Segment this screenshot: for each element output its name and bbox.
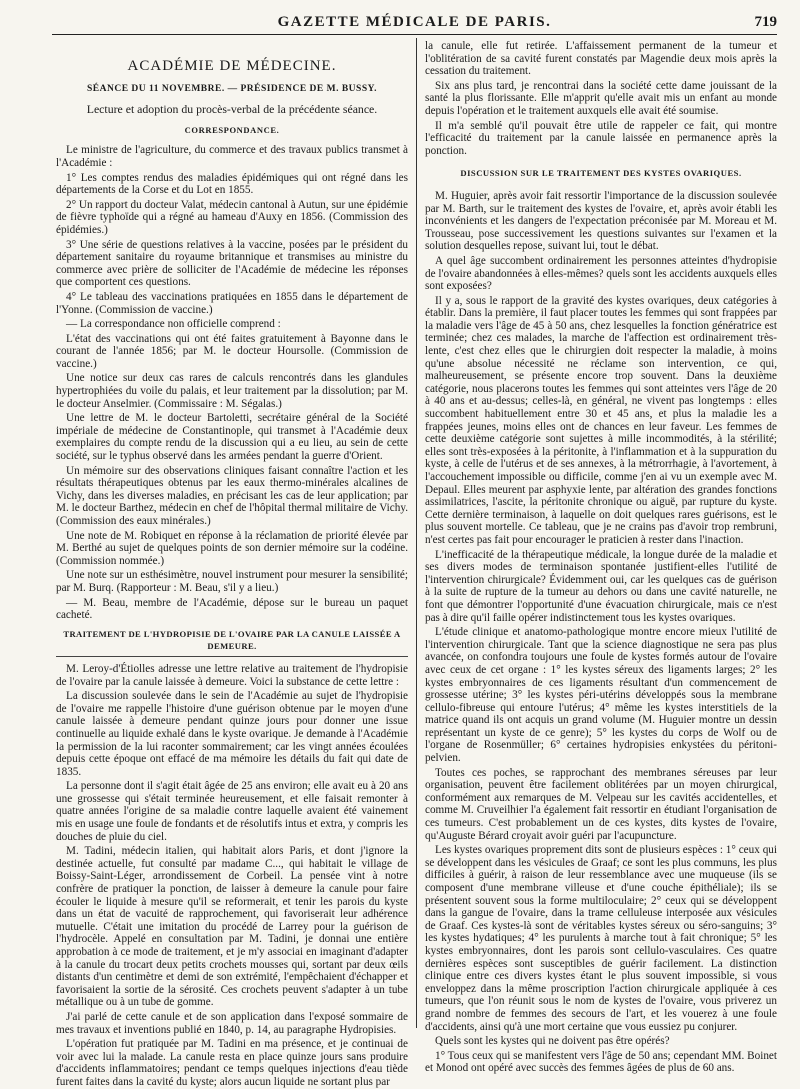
paragraph: 4° Le tableau des vaccinations pratiquées en 1855 dans le département de l'Yonne. (Commission de vaccine.) bbox=[56, 290, 408, 316]
paragraph: J'ai parlé de cette canule et de son application dans l'exposé sommaire de mes travaux et inventions publié en 1840, p. 14, au paragraphe Hydropisies. bbox=[56, 1010, 408, 1036]
paragraph: Le ministre de l'agriculture, du commerce et des travaux publics transmet à l'Académie : bbox=[56, 144, 408, 169]
section-title: ACADÉMIE DE MÉDECINE. bbox=[127, 58, 337, 74]
paragraph: La discussion soulevée dans le sein de l'Académie au sujet de l'hydropisie de l'ovaire me rappelle l'histoire d'une guérison obtenue par le moyen d'une canule laissée à demeure pendant quinze jours pour donner une issue continuelle au liquide exhalé dans le kyste ovarique. Je demande à l'Académie la permission de la lui raconter sommairement; car les vingt années écoulées depuis cette époque ont effacé de ma mémoire les détails du fait qui date de 1835. bbox=[56, 690, 408, 778]
paragraph: — La correspondance non officielle comprend : bbox=[66, 318, 281, 331]
paragraph: Un mémoire sur des observations cliniques faisant connaître l'action et les résultats thérapeutiques obtenus par les eaux thermo-minérales alcalines de Vichy, dans les diverses maladies, en précisant les cas de leur application; par M. le docteur Barthez, médecin en chef de l'hôpital thermal militaire de Vichy. (Commission des eaux minérales.) bbox=[56, 464, 408, 527]
paragraph: M. Leroy-d'Étiolles adresse une lettre relative au traitement de l'hydropisie de l'ovaire par la canule laissée à demeure. Voici la substance de cette lettre : bbox=[56, 662, 408, 688]
paragraph: Toutes ces poches, se rapprochant des membranes séreuses par leur organisation, peuvent être facilement oblitérées par un moyen chirurgical, conformément aux remarques de M. Velpeau sur les cavités accidentelles, et comme M. Cruveilhier l'a également fait ressortir en étudiant l'organisation de ces tumeurs. C'est probablement un de ces kystes, dits kystes de l'ovaire, qu'Auguste Bérard croyait avoir guéri par l'acupuncture. bbox=[425, 766, 777, 842]
paragraph: Six ans plus tard, je rencontrai dans la société cette dame jouissant de la santé la plus florissante. Elle m'apprit qu'elle avait mis un enfant au monde depuis l'opération et le traitement auxquels elle avait été soumise. bbox=[425, 79, 777, 117]
paragraph: Une note sur un esthésimètre, nouvel instrument pour mesurer la sensibilité; par M. Burq. (Rapporteur : M. Beau, s'il y a lieu.) bbox=[56, 569, 408, 594]
page-number: 719 bbox=[754, 14, 777, 30]
correspondance-heading: CORRESPONDANCE. bbox=[184, 124, 280, 135]
paragraph: Une lettre de M. le docteur Bartoletti, secrétaire général de la Société impériale de médecine de Constantinople, qui transmet à l'Académie deux exemplaires du compte rendu de la discussion qui a eu lieu, au sein de cette société, sur le typhus observé dans les armées pendant la guerre d'Orient. bbox=[56, 412, 408, 463]
paragraph: Il y a, sous le rapport de la gravité des kystes ovariques, deux catégories à établir. Dans la première, il faut placer toutes les femmes qui sont frappées par la maladie vers l'âge de 45 à 50 ans, chez lesquelles la fonction génératrice est terminée; chez ces malades, la marche de l'affection est ordinairement très-lente, c'est chez elles que le chirurgien doit respecter la maladie, à moins qu'une absolue nécessité ne réclame son intervention, ce qui, malheureusement, se présente encore trop souvent. Dans la deuxième catégorie, nous placerons toutes les femmes qui sont atteintes vers l'âge de 20 à 40 ans et au-dessus; celles-là, en général, ne vivent pas longtemps : elles succombent habituellement entre 30 et 45 ans, et plus la maladie les a frappées jeunes, moins elles ont de chances en leur faveur. Les femmes de cette deuxième catégorie sont sujettes à mille incommodités, à la stérilité; elles sont très-exposées à la péritonite, à l'inflammation et à la suppuration du kyste, à celle de l'utérus et de ses annexes, à la métrorrhagie, à l'avortement, à l'accouchement impossible ou difficile, comme j'en ai vu un exemple avec M. Depaul. Elles meurent par asphyxie lente, par altération des grandes fonctions assimilatrices, l'ascite, la péritonite chronique ou aiguë, par rupture du kyste. Cette dernière terminaison, à laquelle on doit quelques rares guérisons, est le plus souvent mortelle. Ce tableau, que je ne crains pas d'avoir trop rembruni, n'est certes pas fait pour encourager le praticien à rester dans l'inaction. bbox=[425, 294, 777, 546]
paragraph: La personne dont il s'agit était âgée de 25 ans environ; elle avait eu à 20 ans une grossesse qui s'était terminée heureusement, et elle faisait remonter à quatre années l'origine de sa maladie contre laquelle avaient été vainement mis en usage une foule de fondants et de résolutifs intus et extra, y compris les douches de pluie du ciel. bbox=[56, 780, 408, 843]
paragraph: M. Huguier, après avoir fait ressortir l'importance de la discussion soulevée par M. Barth, sur le traitement des kystes de l'ovaire, et, après avoir établi les inconvénients et les dangers de l'expectation préconisée par M. Moreau et M. Trousseau, pose successivement les questions suivantes sur l'examen et la solution desquelles repose, suivant lui, tout le débat. bbox=[425, 189, 777, 253]
hydropisie-section-heading: TRAITEMENT DE L'HYDROPISIE DE L'OVAIRE PAR LA CANULE LAISSÉE A DEMEURE. bbox=[56, 628, 408, 657]
seance-heading: SÉANCE DU 11 NOVEMBRE. — PRÉSIDENCE DE M. BUSSY. bbox=[87, 83, 377, 94]
discussion-heading: DISCUSSION SUR LE TRAITEMENT DES KYSTES OVARIQUES. bbox=[460, 168, 742, 179]
paragraph: Il m'a semblé qu'il pouvait être utile de rappeler ce fait, qui montre l'efficacité du traitement par la canule laissée en permanence après la ponction. bbox=[425, 119, 777, 157]
paragraph: L'opération fut pratiquée par M. Tadini en ma présence, et je continuai de voir avec lui la malade. La canule resta en place quinze jours sans produire d'accidents inflammatoires; pendant ce temps quelques injections d'eau tiède furent faites dans la cavité du kyste; alors aucun liquide ne sortant plus par bbox=[56, 1038, 408, 1088]
paragraph: 2° Un rapport du docteur Valat, médecin cantonal à Autun, sur une épidémie de fièvre typhoïde qui a régné au hameau d'Auxy en 1856. (Commission des épidémies.) bbox=[56, 198, 408, 236]
column-divider bbox=[416, 38, 417, 1028]
paragraph: 1° Tous ceux qui se manifestent vers l'âge de 50 ans; cependant MM. Boinet et Monod ont opéré avec succès des femmes âgées de plus de 60 ans. bbox=[425, 1049, 777, 1075]
paragraph: la canule, elle fut retirée. L'affaissement permanent de la tumeur et l'oblitération de sa cavité furent constatés par Magendie deux mois après la cessation du traitement. bbox=[425, 40, 777, 78]
paragraph: L'étude clinique et anatomo-pathologique montre encore mieux l'utilité de l'intervention chirurgicale. Tant que la science diagnostique ne sera pas plus avancée, on confondra toujours une foule de kystes formés autour de l'ovaire avec ceux de cet organe : 1° les kystes séreux des ligaments larges; 2° les kystes embryonnaires de ces ligaments résultant d'un commencement de grossesse utérine; 3° les kystes péri-utérins développés sous la membrane cellulo-fibreuse qui entoure l'utérus; 4° même les kystes interstitiels de la matrice quand ils ont acquis un grand volume (M. Huguier montre un dessin représentant un kyste de ce genre); 5° les kystes du corps de Wolf ou de l'organe de Rosenmüller; 6° certaines hydropisies enkystées du péritoni-pelvien. bbox=[425, 626, 777, 765]
paragraph: Une notice sur deux cas rares de calculs rencontrés dans les glandules hypertrophiées du voile du palais, et leur traitement par la dissolution; par M. le docteur Anselmier. (Commissaire : M. Ségalas.) bbox=[56, 372, 408, 410]
paragraph: 3° Une série de questions relatives à la vaccine, posées par le président du département sanitaire du royaume britannique et transmises au ministre du commerce avec prière de solliciter de l'Académie de médecine les réponses que comportent ces questions. bbox=[56, 238, 408, 289]
paragraph: — M. Beau, membre de l'Académie, dépose sur le bureau un paquet cacheté. bbox=[56, 596, 408, 622]
paragraph: Les kystes ovariques proprement dits sont de plusieurs espèces : 1° ceux qui se développent dans les vésicules de Graaf; ce sont les plus communs, les plus difficiles à guérir, à raison de leur ressemblance avec une muqueuse (ils se composent d'une membrane villeuse et d'une couche épithéliale); ils se présentent souvent sous la forme multiloculaire; 2° ceux qui se développent dans la gangue de l'ovaire, dans la trame celluleuse interposée aux vésicules de Graaf. Ces kystes-là sont de véritables kystes séreux ou séro-sanguins; 3° les kystes hydatiques; 4° les purulents à marche tout à fait chronique; 5° les kystes embryonnaires, dont les parois sont cellulo-vasculaires. Ces quatre dernières espèces sont susceptibles de guérir facilement. La distinction clinique entre ces divers kystes étant le plus souvent impossible, si vous enveloppez dans la même proscription l'action chirurgicale appliquée à ces tumeurs, que l'on réunit sous le nom de kystes de l'ovaire, vous priverez un grand nombre de femmes des secours de l'art, et les vouerez à une foule d'accidents, ainsi qu'à une mort certaine que vous eussiez pu conjurer. bbox=[425, 844, 777, 1033]
left-column bbox=[56, 40, 408, 1088]
lecture-line: Lecture et adoption du procès-verbal de la précédente séance. bbox=[86, 102, 378, 117]
paragraph: 1° Les comptes rendus des maladies épidémiques qui ont régné dans les départements de la Corse et du Lot en 1855. bbox=[56, 171, 408, 197]
paragraph: Une note de M. Robiquet en réponse à la réclamation de priorité élevée par M. Berthé au sujet de quelques points de son dernier mémoire sur la codéine. (Commission nommée.) bbox=[56, 529, 408, 567]
paragraph: M. Tadini, médecin italien, qui habitait alors Paris, et dont j'ignore la destinée actuelle, fut consulté par madame C..., qui habitait le village de Boissy-Saint-Léger, arrondissement de Corbeil. La pensée vint à notre confrère de pratiquer la ponction, de laisser à demeure la canule pour faire écouler le liquide à mesure qu'il se reformerait, et tenir les parois du kyste dans un état de vacuité de rapprochement, qui favoriserait leur adhérence mutuelle. C'était une imitation du procédé de Larrey pour la guérison de l'hydrocèle. Appelé en consultation par M. Tadini, je donnai une entière approbation à ce mode de traitement, et je m'y associai en imaginant d'adapter à la canule du trocart deux petits crochets mousses qui, sortant par deux œils distants d'un centimètre et demi de son extrémité, l'empêchaient d'échapper et favorisaient la sortie de la sérosité. Ces crochets peuvent s'adapter à un tube métallique ou à un tube de gomme. bbox=[56, 845, 408, 1009]
paragraph: Quels sont les kystes qui ne doivent pas être opérés? bbox=[435, 1035, 670, 1048]
paragraph: L'inefficacité de la thérapeutique médicale, la longue durée de la maladie et ses divers modes de terminaison spontanée justifient-elles l'utilité de l'intervention chirurgicale? Évidemment oui, car les quelques cas de guérison à la suite de rupture de la tumeur au dehors ou dans une cavité naturelle, ne font que démontrer l'opportunité d'une évacuation chirurgicale, mais ce n'est pas à dire qu'il faille opérer indistinctement tous les kystes ovariques. bbox=[425, 548, 777, 624]
right-column bbox=[425, 40, 777, 1075]
paragraph: A quel âge succombent ordinairement les personnes atteintes d'hydropisie de l'ovaire abandonnées à elles-mêmes? quels sont les accidents auxquels elles sont exposées? bbox=[425, 254, 777, 293]
paragraph: L'état des vaccinations qui ont été faites gratuitement à Bayonne dans le courant de l'année 1856; par M. le docteur Hoursolle. (Commission de vaccine.) bbox=[56, 332, 408, 370]
page-header bbox=[52, 8, 777, 35]
running-title: GAZETTE MÉDICALE DE PARIS. bbox=[277, 14, 552, 30]
